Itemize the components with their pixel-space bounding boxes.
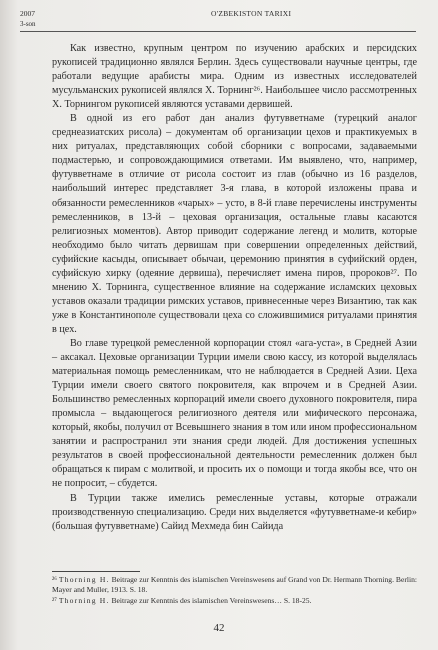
footnote-text: Beitrage zur Kenntnis des islamischen Vereinswesens… S. 18-25. — [109, 595, 312, 605]
footnote-text: Beitrage zur Kenntnis des islamischen Vereinswesens auf Grand von Dr. Hermann Thorning. Berlin: Mayer and Muller, 1913. S. 18. — [52, 575, 418, 595]
page-number: 42 — [213, 622, 225, 634]
footnote-author: Thorning H. — [58, 595, 110, 605]
header-rule — [20, 31, 416, 32]
footnote-rule — [52, 571, 140, 572]
footnote-author: Thorning H. — [58, 575, 110, 584]
header-issue: 3-son — [20, 20, 36, 28]
footnotes — [52, 575, 417, 606]
journal-title: O'ZBEKISTON TARIXI — [211, 9, 292, 18]
footnote-number: ²⁷ — [52, 595, 57, 605]
footnote — [52, 596, 417, 606]
paragraph: Как известно, крупным центром по изучению арабских и персидских рукописей традиционно являлся Берлин. Здесь существовали научные центры, где работали ведущие арабисты мира. Одним из известных исследователей мусульманских рукописей являлся Х. Торнинг²⁶. Наибольшее число рассмотренных Х. Торнингом рукописей являются уставами дервишей. — [52, 43, 417, 111]
paragraph: В одной из его работ дан анализ футувветнаме (турецкий аналог среднеазиатских рисола) – документам об организации цехов и практикуемых в них ритуалах, представляющих собой сборники с вопросами, задаваемыми подмастерью, и сопровождающимися ответами. Им выявлено, что, например, футувветнаме в отличие от рисола состоит из глав (обычно из 16 разделов, наибольший интерес представляет 3-я глава, в которой изложены права и обязанности ремесленников «чарых» – усто, в 8-й главе перечислены инструменты ремесленников, в 13-й – цеховая организация, остальные главы касаются религиозных моментов). Автор приводит содержание легенд и молитв, которые необходимо было читать дервишам при совершении определенных действий, суфийские касыды, описывает обычаи, церемонию принятия в суфийский орден, суфийскую хирку (одеяние дервиша), перечисляет имена пиров, пророков²⁷. По мнению Х. Торнинга, существенное влияние на содержание исламских цеховых уставов оказали традиции римских уставов, привнесенные через Византию, так как уже в Константинополе существовали цеха со сложившимися ритуалами принятия в цех. — [52, 113, 417, 335]
footnote-number: ²⁶ — [52, 575, 57, 584]
paragraph: В Турции также имелись ремесленные уставы, которые отражали производственную специализацию. Среди них выделяется «футувветнаме-и кебир» (большая футувветнаме) Сайид Мехмеда бин Сайида — [52, 492, 417, 532]
header-year: 2007 — [20, 9, 35, 18]
footnote — [52, 575, 417, 596]
paragraph: Во главе турецкой ремесленной корпорации стоял «ага-уста», в Средней Азии – аксакал. Цеховые организации Турции имели свою кассу, из которой выделялась материальная помощь ремесленникам, что не наблюдается в Средней Азии. Цеха Турции имели своего святого покровителя, как впрочем и в Средней Азии. Большинство ремесленных корпораций имели своего духовного покровителя, пира промысла – выдающегося религиозного деятеля или мифического персонажа, который, якобы, получил от Всевышнего знания в том или ином профессиональном занятии и распространил эти знания среди людей. Для достижения успешных результатов в своей профессиональной деятельности ремесленник должен был обращаться к пирам с молитвой, и просить их о помощи и тогда якобы все, что он не попросит, – сбудется. — [52, 337, 417, 490]
article-body — [52, 42, 417, 534]
